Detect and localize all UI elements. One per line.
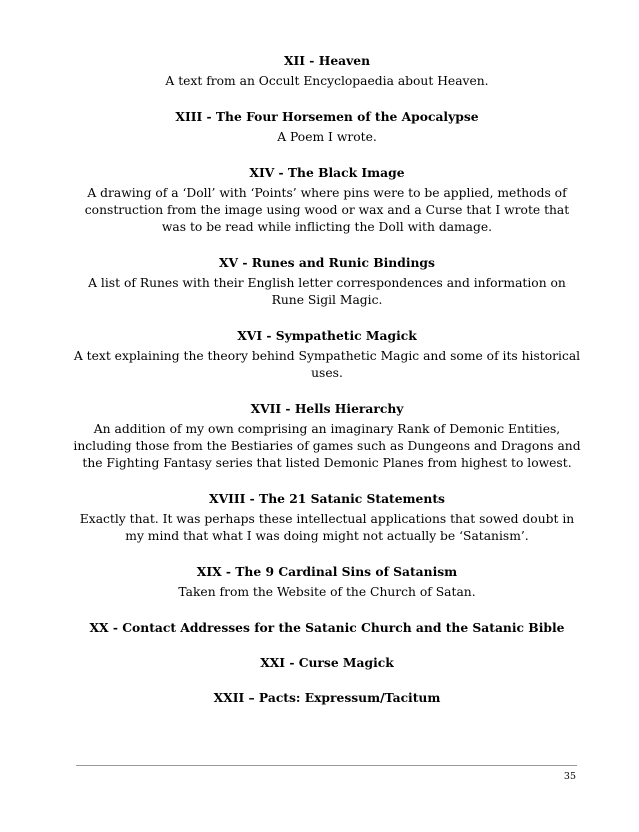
footer-divider [76,765,577,766]
section-spacer [62,90,592,108]
entry-description-line: An addition of my own comprising an imaginary Rank of Demonic Entities, [93,422,561,436]
contents-entry [62,654,592,671]
page-number: 35 [563,771,576,782]
entry-description-line: construction from the image using wood or wax and a Curse that I wrote that [84,203,570,217]
entry-description-line: A drawing of a ‘Doll’ with ‘Points’ where pins were to be applied, methods of [87,186,567,200]
section-spacer [62,601,592,619]
contents-entry [62,108,592,146]
entry-description-line: was to be read while inflicting the Doll with damage. [161,220,493,234]
section-spacer [62,545,592,563]
section-spacer [62,671,592,689]
entry-title: XX - Contact Addresses for the Satanic Church and the Satanic Bible [89,620,565,635]
section-spacer [62,472,592,490]
entry-title: XVIII - The 21 Satanic Statements [209,491,445,506]
contents-entry [62,689,592,706]
entry-description-line: A text explaining the theory behind Sympathetic Magic and some of its historical [73,349,581,363]
entry-title: XIV - The Black Image [249,165,405,180]
entry-description-line: my mind that what I was doing might not actually be ‘Satanism’. [125,529,529,543]
entry-description-line: uses. [311,366,343,380]
section-spacer [62,309,592,327]
contents-entry [62,490,592,545]
contents-entry [62,327,592,382]
entry-description-line: A text from an Occult Encyclopaedia about Heaven. [165,74,489,88]
entry-title: XIII - The Four Horsemen of the Apocalypse [175,109,479,124]
entry-description-line: A Poem I wrote. [277,130,377,144]
contents-entry [62,563,592,601]
contents-entry [62,254,592,309]
section-spacer [62,146,592,164]
entry-title: XXI - Curse Magick [260,655,394,670]
contents-entry [62,52,592,90]
entry-title: XVI - Sympathetic Magick [237,328,417,343]
entry-description-line: A list of Runes with their English letter correspondences and information on [88,276,566,290]
entry-description-line: Rune Sigil Magic. [271,293,383,307]
entry-description-line: including those from the Bestiaries of games such as Dungeons and Dragons and [73,439,581,453]
contents-list [62,52,592,706]
section-spacer [62,236,592,254]
contents-entry [62,400,592,472]
contents-entry [62,619,592,636]
contents-entry [62,164,592,236]
entry-title: XIX - The 9 Cardinal Sins of Satanism [196,564,458,579]
entry-title: XXII – Pacts: Expressum/Tacitum [213,690,441,705]
entry-title: XVII - Hells Hierarchy [250,401,404,416]
entry-title: XII - Heaven [283,53,371,68]
entry-description-line: the Fighting Fantasy series that listed Demonic Planes from highest to lowest. [82,456,572,470]
entry-title: XV - Runes and Runic Bindings [219,255,435,270]
entry-description-line: Exactly that. It was perhaps these intellectual applications that sowed doubt in [79,512,575,526]
section-spacer [62,636,592,654]
entry-description-line: Taken from the Website of the Church of Satan. [178,585,476,599]
section-spacer [62,382,592,400]
